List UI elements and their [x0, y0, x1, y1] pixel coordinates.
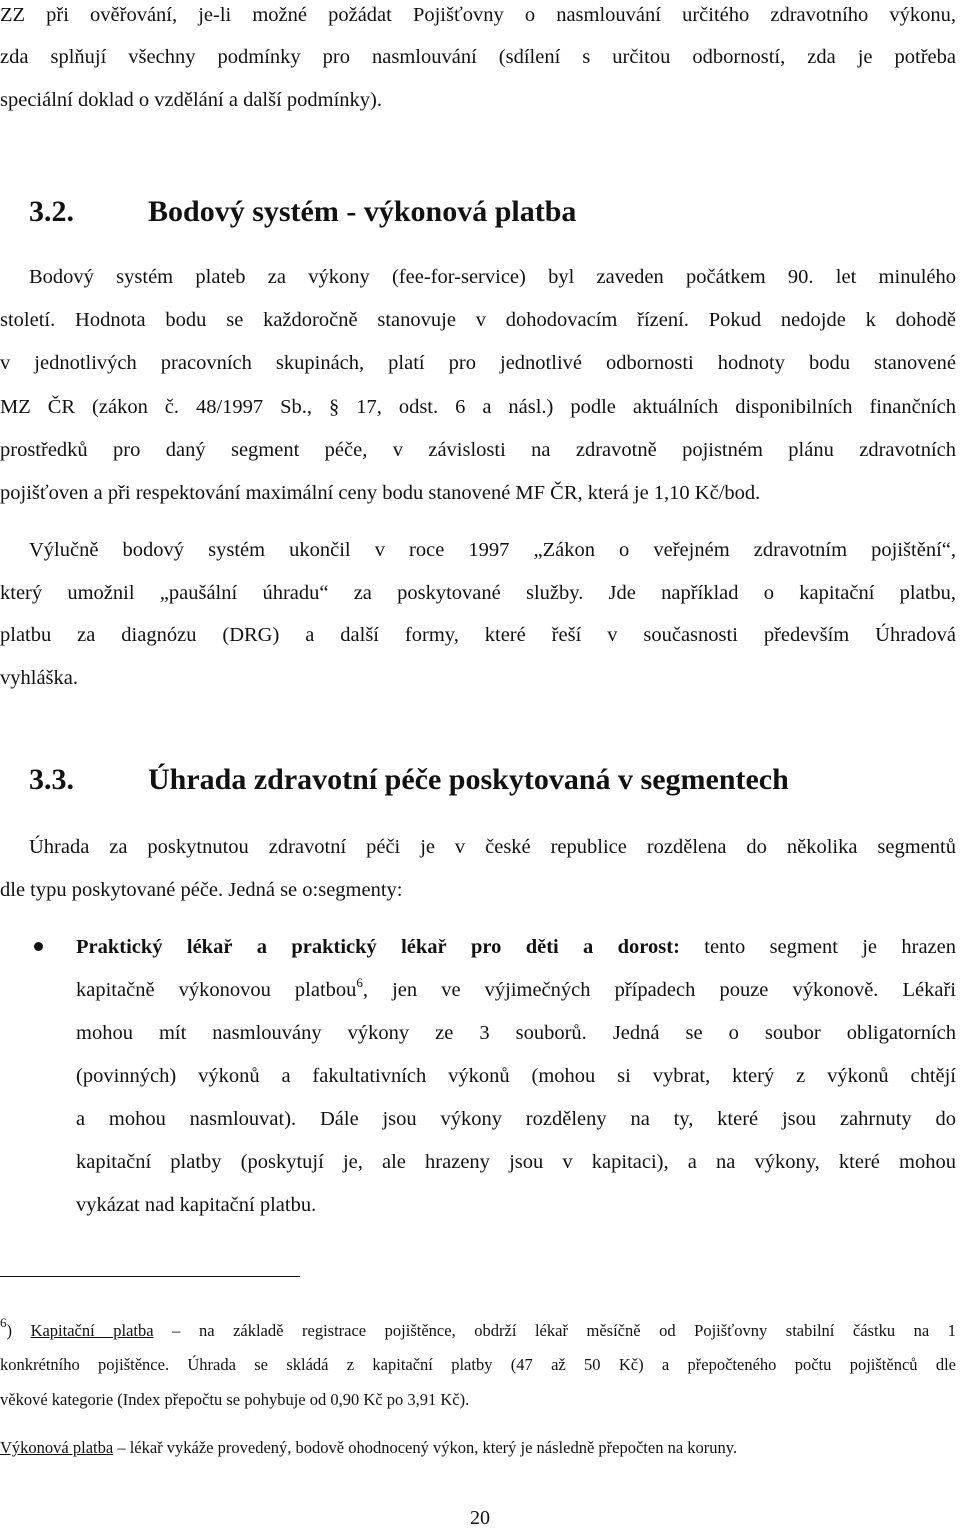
section-3-2-p1-line: století. Hodnota bodu se každoročně stanovuje v dohodovacím řízení. Pokud nedojde k dohodě [0, 309, 956, 331]
footnote-line-4 [0, 1437, 737, 1459]
section-3-2-p2-line: který umožnil „paušální úhradu“ za poskytované služby. Jde například o kapitační platbu, [0, 582, 956, 604]
bullet-line: mohou mít nasmlouvány výkony ze 3 souborů. Jedná se o soubor obligatorních [76, 1022, 956, 1044]
section-3-2-p1-line: v jednotlivých pracovních skupinách, platí pro jednotlivé odbornosti hodnoty bodu stanovené [0, 352, 956, 374]
section-3-2-p2-line: Výlučně bodový systém ukončil v roce 1997 „Zákon o veřejném zdravotním pojištění“, [29, 539, 956, 561]
footnote-mark: 6 [0, 1315, 7, 1330]
section-3-2-number: 3.2. [29, 195, 74, 228]
footnote-line-2: konkrétního pojištěnce. Úhrada se skládá z kapitační platby (47 až 50 Kč) a přepočteného počtu pojištěnců dle [0, 1355, 956, 1374]
section-3-2-p1-line: prostředků pro daný segment péče, v závislosti na zdravotně pojistném plánu zdravotních [0, 439, 956, 461]
bullet-line-2-a: kapitačně výkonovou platbou [76, 979, 357, 1001]
footnote-line-1 [0, 1315, 956, 1342]
bullet-line: a mohou nasmlouvat). Dále jsou výkony rozděleny na ty, které jsou zahrnuty do [76, 1108, 956, 1130]
footnote-line-3: věkové kategorie (Index přepočtu se pohybuje od 0,90 Kč po 3,91 Kč). [0, 1390, 470, 1409]
section-3-2-p1-line: Bodový systém plateb za výkony (fee-for-service) byl zaveden počátkem 90. let minulého [29, 266, 956, 288]
bullet-line: vykázat nad kapitační platbu. [76, 1194, 317, 1216]
footnote-term-vykonova-platba: Výkonová platba [0, 1438, 114, 1457]
section-3-2-p2-line: platbu za diagnózu (DRG) a další formy, které řeší v současnosti především Úhradová [0, 624, 956, 646]
section-3-3-number: 3.3. [29, 763, 74, 796]
bullet-bold-lead: Praktický lékař a praktický lékař pro děti a dorost: [76, 936, 680, 958]
bullet-line-2-b: , jen ve výjimečných případech pouze výkonově. Lékaři [362, 979, 956, 1001]
bullet-line: (povinných) výkonů a fakultativních výkonů (mohou si vybrat, který z výkonů chtějí [76, 1065, 956, 1087]
page-number: 20 [470, 1507, 490, 1529]
bullet-line-2 [76, 977, 956, 1003]
intro-line-2: zda splňují všechny podmínky pro nasmlouvání (sdílení s určitou odborností, zda je potřeba [0, 46, 956, 68]
section-3-3-title: Úhrada zdravotní péče poskytovaná v segmentech [148, 763, 789, 796]
section-3-2-p2-line: vyhláška. [0, 667, 78, 689]
footnote-ref: 6 [356, 975, 363, 990]
intro-line-1: ZZ při ověřování, je-li možné požádat Pojišťovny o nasmlouvání určitého zdravotního výkonu, [0, 4, 956, 26]
footnote-close-paren: ) [6, 1321, 12, 1340]
section-3-2-p1-line: pojišťoven a při respektování maximální ceny bodu stanovené MF ČR, která je 1,10 Kč/bod. [0, 482, 761, 504]
section-3-3-p1-line: dle typu poskytované péče. Jedná se o:segmenty: [0, 879, 403, 901]
bullet-icon [34, 942, 43, 951]
footnote-term-kapitacni-platba: Kapitační platba [30, 1321, 154, 1340]
bullet-line: kapitační platby (poskytují je, ale hrazeny jsou v kapitaci), a na výkony, které mohou [76, 1151, 956, 1173]
section-3-2-p1-line: MZ ČR (zákon č. 48/1997 Sb., § 17, odst. 6 a násl.) podle aktuálních disponibilních finančních [0, 396, 956, 418]
section-3-2-title: Bodový systém - výkonová platba [148, 195, 577, 228]
footnote-separator [0, 1276, 300, 1277]
section-3-3-p1-line: Úhrada za poskytnutou zdravotní péči je v české republice rozdělena do několika segmentů [29, 836, 956, 858]
bullet-line-1 [76, 934, 956, 960]
footnote-line-1-rest: – na základě registrace pojištěnce, obdrží lékař měsíčně od Pojišťovny stabilní částku na 1 [153, 1321, 956, 1340]
intro-line-3: speciální doklad o vzdělání a další podmínky). [0, 89, 383, 111]
footnote-line-4-rest: – lékař vykáže provedený, bodově ohodnocený výkon, který je následně přepočten na koruny. [113, 1438, 738, 1457]
bullet-line-1-rest: tento segment je hrazen [679, 936, 956, 958]
